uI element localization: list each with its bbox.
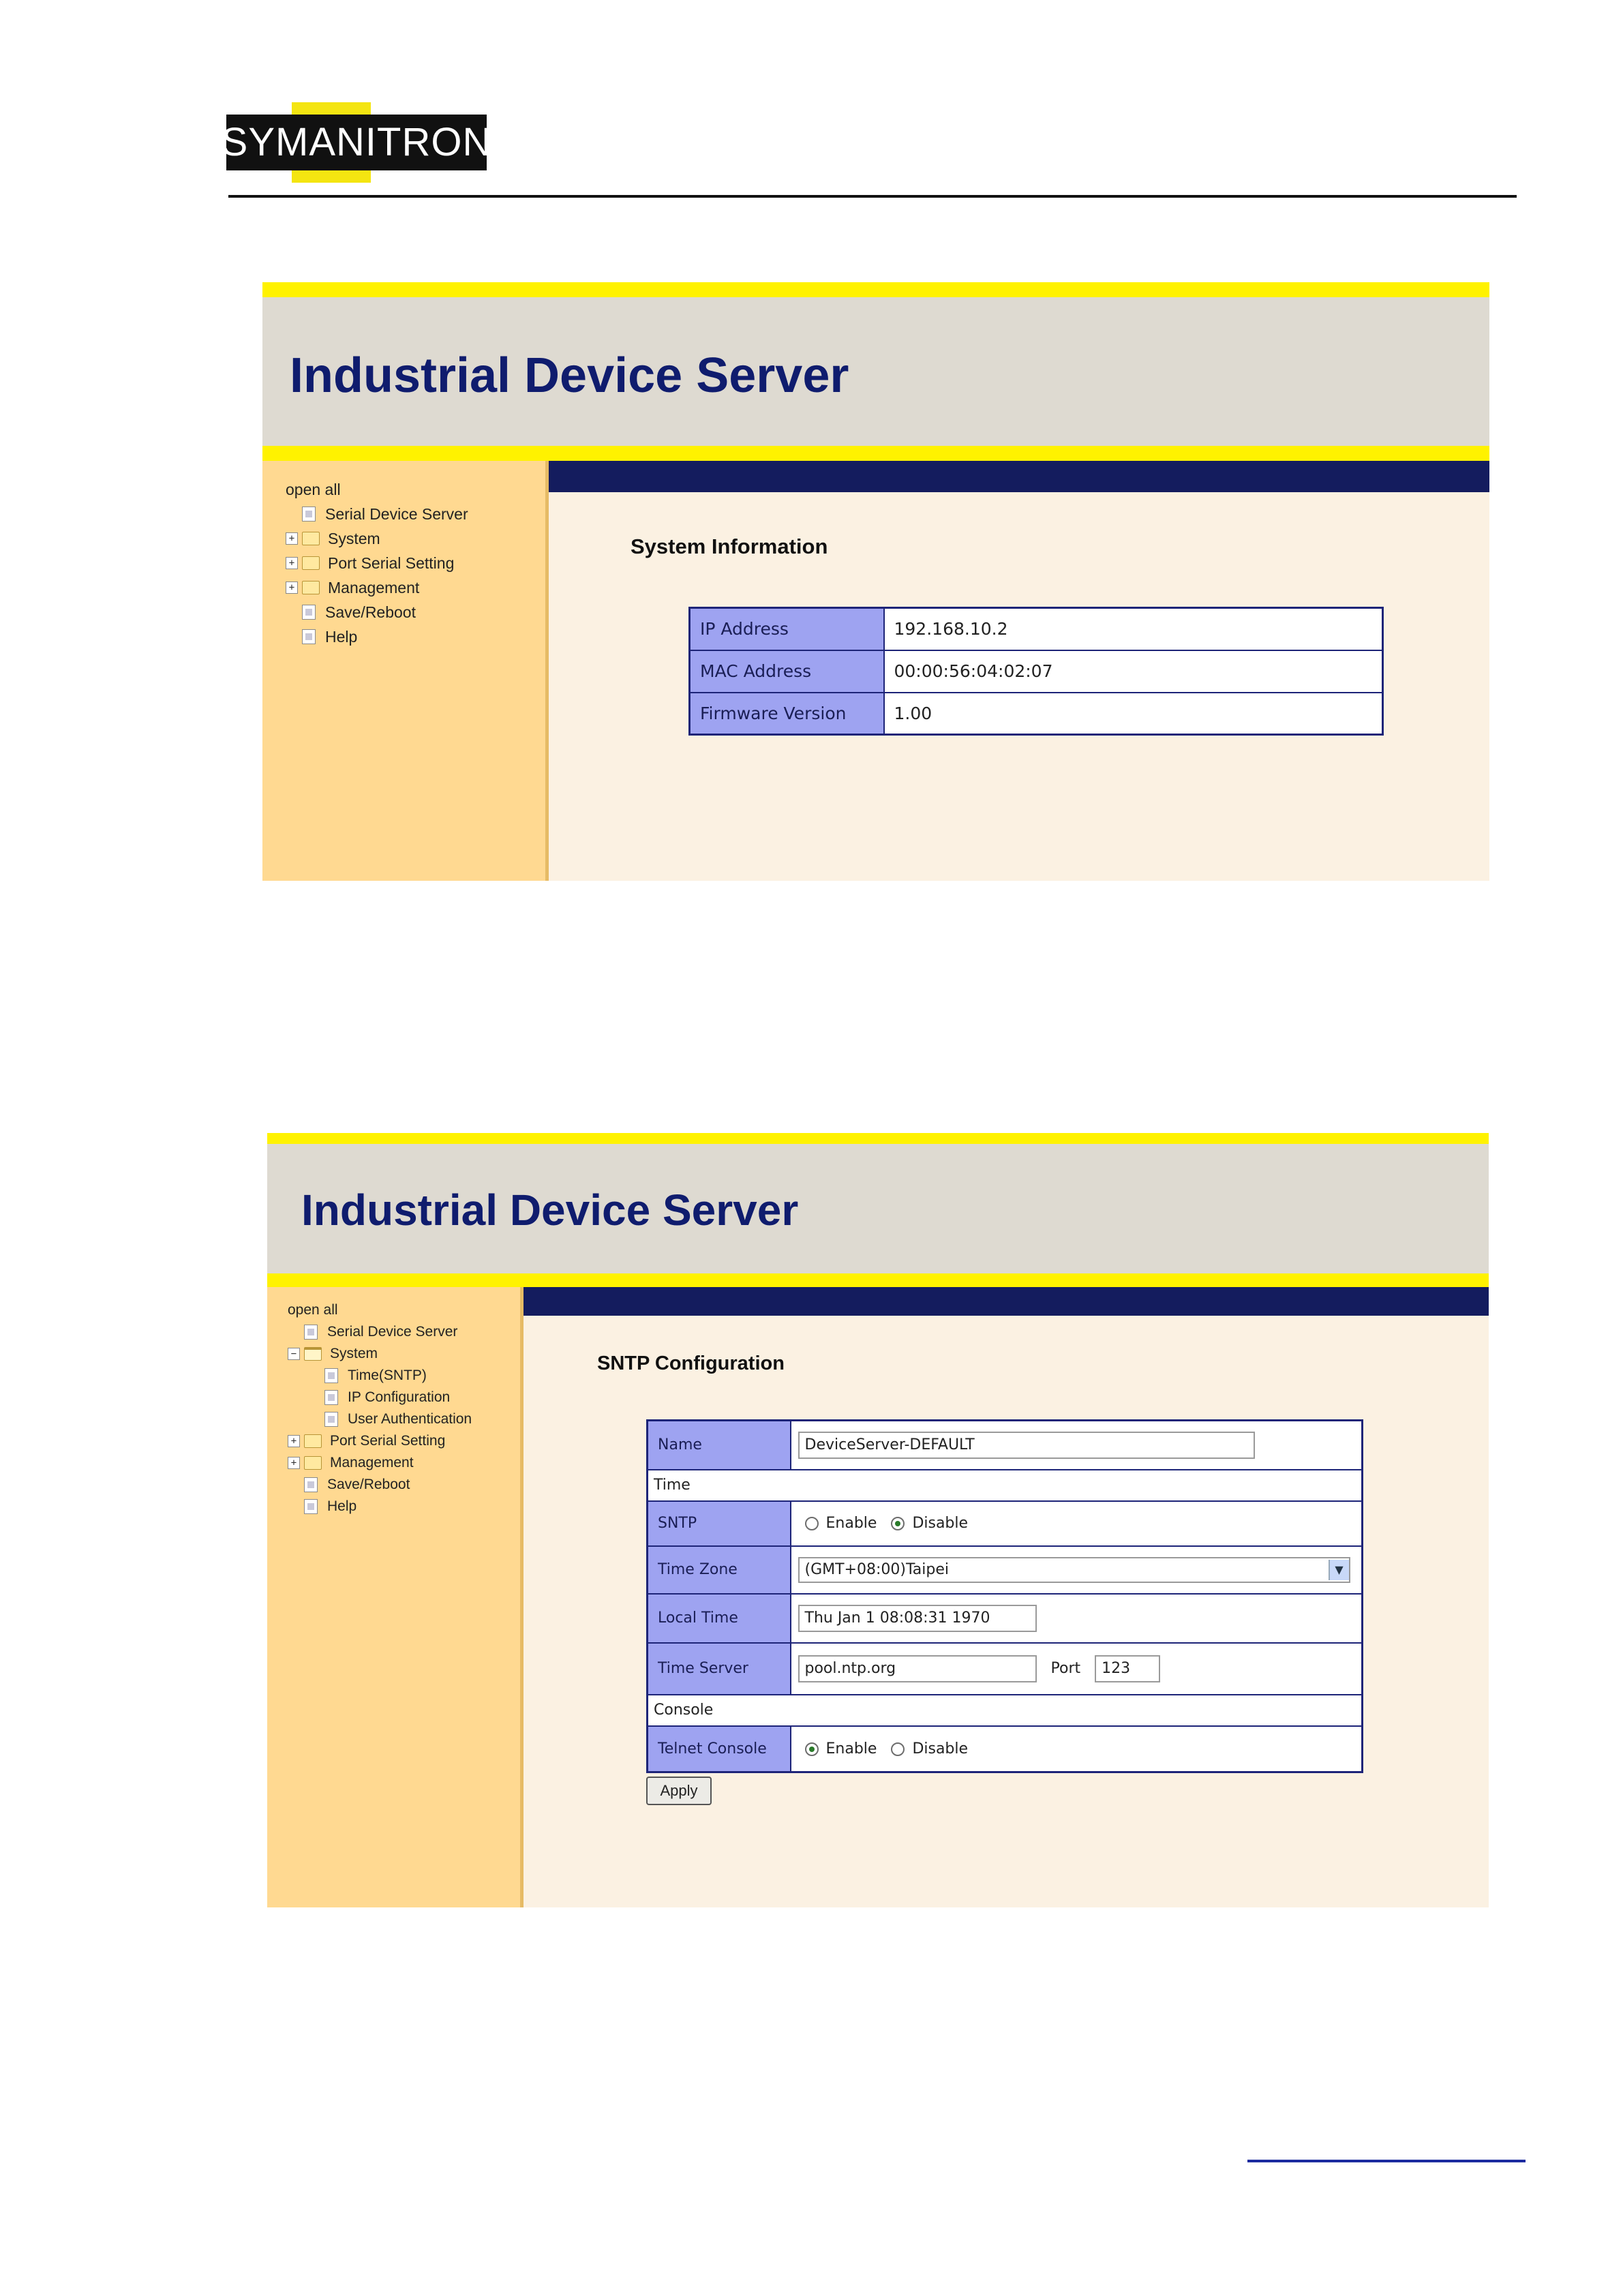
- table-row: [648, 1643, 1363, 1695]
- sidebar-item-port-serial-setting[interactable]: [286, 551, 468, 575]
- sidebar-item-system[interactable]: [288, 1343, 472, 1365]
- sntp-form-table: [646, 1419, 1363, 1773]
- banner-title: Industrial Device Server: [290, 348, 849, 403]
- page-icon: [304, 1325, 318, 1340]
- time-server-cell: [791, 1643, 1363, 1695]
- content-area: [549, 461, 1489, 881]
- open-all-link[interactable]: open all: [286, 481, 341, 498]
- sidebar-item-label: Management: [330, 1455, 414, 1470]
- sidebar-item-help[interactable]: [288, 1496, 472, 1517]
- nav-tree: [286, 477, 468, 649]
- page-icon: [324, 1368, 338, 1383]
- sidebar-item-label: Help: [325, 628, 358, 646]
- ip-address-label: IP Address: [690, 608, 884, 650]
- screenshot-sntp-configuration: [267, 1133, 1489, 1907]
- table-row: [648, 1470, 1363, 1501]
- name-input[interactable]: DeviceServer-DEFAULT: [798, 1432, 1255, 1459]
- sidebar-item-port-serial-setting[interactable]: [288, 1430, 472, 1452]
- system-info-table: [688, 607, 1384, 736]
- header-rule: [228, 195, 1517, 198]
- telnet-console-label: Telnet Console: [648, 1726, 791, 1772]
- content-area: [524, 1287, 1489, 1907]
- sidebar-item-save-reboot[interactable]: [288, 1474, 472, 1496]
- table-row: [648, 1726, 1363, 1772]
- sntp-disable-label: Disable: [912, 1515, 969, 1532]
- sidebar-item-time-sntp[interactable]: [288, 1365, 472, 1387]
- telnet-disable-radio[interactable]: [891, 1742, 905, 1756]
- banner-title: Industrial Device Server: [301, 1185, 799, 1235]
- time-section-header: Time: [648, 1470, 1363, 1501]
- banner-top-yellow: [262, 282, 1489, 297]
- symanitron-logo: [221, 102, 492, 183]
- telnet-enable-label: Enable: [825, 1740, 877, 1757]
- section-title: SNTP Configuration: [597, 1353, 785, 1374]
- folder-icon: [302, 581, 320, 594]
- folder-icon: [302, 556, 320, 570]
- folder-icon: [304, 1434, 322, 1448]
- sidebar-item-help[interactable]: [286, 624, 468, 649]
- sidebar-item-system[interactable]: [286, 526, 468, 551]
- mac-address-value: 00:00:56:04:02:07: [884, 650, 1383, 693]
- sidebar-item-label: User Authentication: [348, 1411, 472, 1427]
- sidebar-item-label: System: [328, 530, 380, 547]
- table-row: [690, 608, 1383, 650]
- sidebar-item-label: Save/Reboot: [325, 603, 416, 621]
- folder-icon: [302, 532, 320, 545]
- footer-rule: [1247, 2160, 1526, 2162]
- table-row: [648, 1546, 1363, 1594]
- sidebar-item-label: System: [330, 1346, 378, 1361]
- time-zone-select[interactable]: [798, 1557, 1350, 1583]
- section-title: System Information: [631, 534, 828, 558]
- sidebar-item-label: Port Serial Setting: [328, 554, 455, 572]
- page-icon: [304, 1499, 318, 1514]
- chevron-down-icon[interactable]: ▼: [1329, 1560, 1349, 1580]
- name-label: Name: [648, 1421, 791, 1470]
- expand-plus-icon[interactable]: +: [288, 1435, 300, 1447]
- sidebar-item-label: Help: [327, 1498, 357, 1514]
- firmware-version-label: Firmware Version: [690, 693, 884, 735]
- local-time-input[interactable]: Thu Jan 1 08:08:31 1970: [798, 1605, 1037, 1632]
- mac-address-label: MAC Address: [690, 650, 884, 693]
- screenshot-system-information: [262, 282, 1489, 881]
- name-cell: [791, 1421, 1363, 1470]
- local-time-label: Local Time: [648, 1594, 791, 1643]
- sidebar-item-label: Serial Device Server: [327, 1324, 458, 1340]
- sidebar-item-label: Time(SNTP): [348, 1368, 427, 1383]
- folder-icon: [304, 1456, 322, 1470]
- telnet-enable-radio[interactable]: [805, 1742, 819, 1756]
- time-server-label: Time Server: [648, 1643, 791, 1695]
- table-row: [690, 650, 1383, 693]
- sidebar-item-ip-configuration[interactable]: [288, 1387, 472, 1408]
- nav-tree: [288, 1299, 472, 1517]
- firmware-version-value: 1.00: [884, 693, 1383, 735]
- expand-plus-icon[interactable]: +: [286, 557, 298, 569]
- ip-address-value: 192.168.10.2: [884, 608, 1383, 650]
- port-label: Port: [1050, 1659, 1081, 1677]
- sidebar-item-management[interactable]: [286, 575, 468, 600]
- expand-plus-icon[interactable]: +: [288, 1457, 300, 1469]
- time-server-input[interactable]: pool.ntp.org: [798, 1655, 1037, 1682]
- collapse-minus-icon[interactable]: −: [288, 1348, 300, 1360]
- banner-top-yellow: [267, 1133, 1489, 1144]
- sidebar-item-label: Save/Reboot: [327, 1477, 410, 1492]
- local-time-cell: [791, 1594, 1363, 1643]
- console-section-header: Console: [648, 1695, 1363, 1726]
- apply-button[interactable]: Apply: [646, 1777, 712, 1805]
- port-input[interactable]: 123: [1095, 1655, 1160, 1682]
- table-row: [648, 1421, 1363, 1470]
- sidebar-item-user-authentication[interactable]: [288, 1408, 472, 1430]
- sntp-enable-radio[interactable]: [805, 1517, 819, 1530]
- expand-plus-icon[interactable]: +: [286, 581, 298, 594]
- navy-title-bar: [549, 461, 1489, 492]
- time-zone-value: (GMT+08:00)Taipei: [804, 1560, 949, 1578]
- sidebar-item-label: Management: [328, 579, 420, 596]
- logo-text: SYMANITRON: [221, 120, 492, 164]
- page-icon: [302, 629, 316, 644]
- table-row: [648, 1594, 1363, 1643]
- sidebar-item-label: IP Configuration: [348, 1389, 451, 1405]
- page-icon: [324, 1412, 338, 1427]
- logo-black-band: [221, 115, 492, 170]
- table-row: [648, 1501, 1363, 1546]
- time-zone-label: Time Zone: [648, 1546, 791, 1594]
- page-icon: [304, 1477, 318, 1492]
- navy-title-bar: [524, 1287, 1489, 1316]
- page-icon: [302, 605, 316, 620]
- open-all-link[interactable]: open all: [288, 1302, 338, 1318]
- table-row: [648, 1695, 1363, 1726]
- banner-bottom-yellow: [267, 1273, 1489, 1287]
- page-icon: [302, 507, 316, 522]
- folder-open-icon: [304, 1347, 322, 1361]
- sidebar-item-serial-device-server[interactable]: [288, 1321, 472, 1343]
- sidebar-item-serial-device-server[interactable]: [286, 502, 468, 526]
- sntp-cell: [791, 1501, 1363, 1546]
- table-row: [690, 693, 1383, 735]
- sntp-label: SNTP: [648, 1501, 791, 1546]
- sidebar-tree: [267, 1287, 524, 1907]
- sidebar-item-label: Serial Device Server: [325, 505, 468, 523]
- time-zone-cell: [791, 1546, 1363, 1594]
- sidebar-item-save-reboot[interactable]: [286, 600, 468, 624]
- expand-plus-icon[interactable]: +: [286, 532, 298, 545]
- sntp-enable-label: Enable: [825, 1515, 877, 1532]
- sidebar-item-management[interactable]: [288, 1452, 472, 1474]
- sidebar-item-label: Port Serial Setting: [330, 1433, 446, 1449]
- page-icon: [324, 1390, 338, 1405]
- telnet-console-cell: [791, 1726, 1363, 1772]
- sidebar-tree: [262, 461, 549, 881]
- banner-bottom-yellow: [262, 446, 1489, 461]
- sntp-disable-radio[interactable]: [891, 1517, 905, 1530]
- telnet-disable-label: Disable: [912, 1740, 969, 1757]
